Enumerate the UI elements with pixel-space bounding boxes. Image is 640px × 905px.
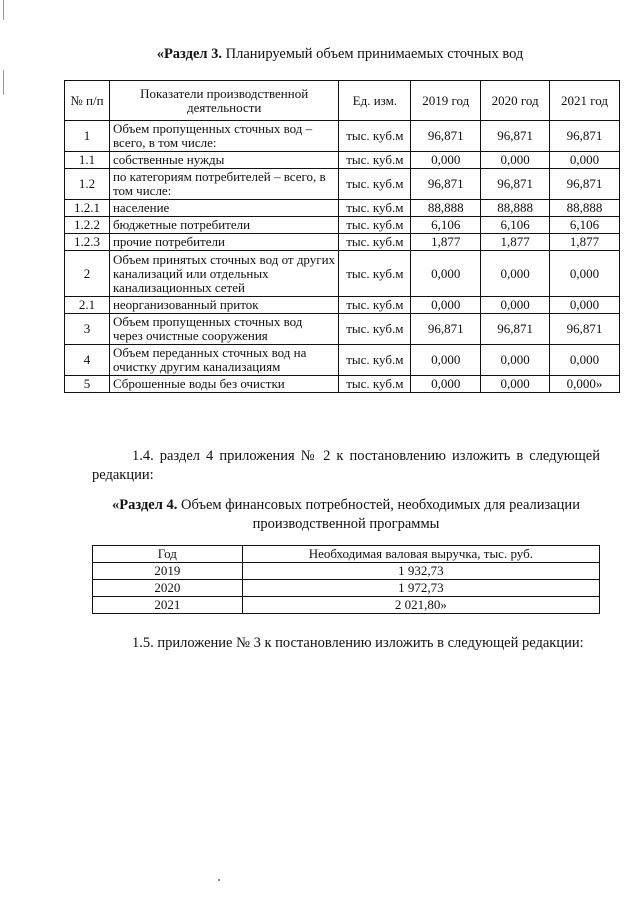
table-row: [65, 297, 620, 314]
table-row: [65, 251, 620, 297]
section4-title: [92, 496, 600, 534]
table-row: [93, 597, 600, 614]
paragraph-1-4: [92, 447, 600, 485]
table-row: [65, 169, 620, 200]
row-value-2019: 0,000: [411, 251, 481, 297]
row-number: 1.1: [65, 152, 110, 169]
row-indicator: собственные нужды: [109, 152, 338, 169]
section4-title-bold: «Раздел 4.: [112, 497, 178, 513]
section4-table: [92, 545, 600, 614]
row-value-2020: 96,871: [481, 121, 550, 152]
scan-speck: [218, 879, 220, 881]
table-row: [65, 200, 620, 217]
row-value-2019: 0,000: [411, 345, 481, 376]
row-value-2019: 96,871: [411, 314, 481, 345]
row-value-2021: 0,000: [550, 152, 620, 169]
row-indicator: бюджетные потребители: [109, 217, 338, 234]
header-revenue: Необходимая валовая выручка, тыс. руб.: [242, 546, 599, 563]
table-row: [65, 234, 620, 251]
paragraph-1-4-text: 1.4. раздел 4 приложения № 2 к постановлению изложить в следующей редакции:: [92, 448, 600, 483]
row-value-2021: 0,000: [550, 297, 620, 314]
row-number: 4: [65, 345, 110, 376]
row-revenue: 2 021,80»: [242, 597, 599, 614]
row-value-2019: 0,000: [411, 376, 481, 393]
row-year: 2021: [93, 597, 243, 614]
row-value-2020: 6,106: [481, 217, 550, 234]
section3-table: [64, 80, 620, 393]
table-row: [65, 121, 620, 152]
paragraph-1-5: [92, 634, 600, 653]
section4-header-row: [93, 546, 600, 563]
table-row: [65, 314, 620, 345]
row-unit: тыс. куб.м: [339, 251, 411, 297]
section3-title-rest: Планируемый объем принимаемых сточных вод: [222, 46, 524, 62]
row-year: 2019: [93, 563, 243, 580]
section3-title: [60, 46, 620, 63]
row-unit: тыс. куб.м: [339, 376, 411, 393]
row-number: 2: [65, 251, 110, 297]
row-number: 1.2.1: [65, 200, 110, 217]
row-indicator: прочие потребители: [109, 234, 338, 251]
row-indicator: Объем принятых сточных вод от других канализаций или отдельных канализационных сетей: [109, 251, 338, 297]
table-row: [65, 376, 620, 393]
header-2020: 2020 год: [481, 81, 550, 121]
row-value-2020: 0,000: [481, 251, 550, 297]
row-value-2020: 96,871: [481, 169, 550, 200]
table-row: [65, 217, 620, 234]
row-value-2019: 96,871: [411, 121, 481, 152]
header-number: № п/п: [65, 81, 110, 121]
section3-header-row: [65, 81, 620, 121]
row-unit: тыс. куб.м: [339, 217, 411, 234]
row-value-2021: 96,871: [550, 121, 620, 152]
row-revenue: 1 972,73: [242, 580, 599, 597]
row-value-2021: 1,877: [550, 234, 620, 251]
row-indicator: Объем пропущенных сточных вод через очистные сооружения: [109, 314, 338, 345]
row-value-2019: 1,877: [411, 234, 481, 251]
header-indicator: Показатели производственной деятельности: [109, 81, 338, 121]
row-value-2021: 96,871: [550, 314, 620, 345]
row-value-2020: 96,871: [481, 314, 550, 345]
table-row: [65, 152, 620, 169]
row-number: 3: [65, 314, 110, 345]
row-indicator: по категориям потребителей – всего, в том числе:: [109, 169, 338, 200]
row-unit: тыс. куб.м: [339, 169, 411, 200]
row-unit: тыс. куб.м: [339, 152, 411, 169]
section3-title-bold: «Раздел 3.: [156, 46, 223, 62]
row-unit: тыс. куб.м: [339, 314, 411, 345]
row-unit: тыс. куб.м: [339, 234, 411, 251]
header-year: Год: [93, 546, 243, 563]
row-value-2020: 88,888: [481, 200, 550, 217]
row-year: 2020: [93, 580, 243, 597]
row-value-2019: 88,888: [411, 200, 481, 217]
row-number: 2.1: [65, 297, 110, 314]
header-2019: 2019 год: [411, 81, 481, 121]
row-revenue: 1 932,73: [242, 563, 599, 580]
row-indicator: Объем переданных сточных вод на очистку другим канализациям: [109, 345, 338, 376]
row-unit: тыс. куб.м: [339, 121, 411, 152]
header-2021: 2021 год: [550, 81, 620, 121]
paragraph-1-5-text: 1.5. приложение № 3 к постановлению изложить в следующей редакции:: [132, 635, 584, 651]
row-value-2021: 6,106: [550, 217, 620, 234]
row-indicator: население: [109, 200, 338, 217]
row-value-2019: 0,000: [411, 152, 481, 169]
row-value-2020: 0,000: [481, 345, 550, 376]
row-value-2020: 0,000: [481, 152, 550, 169]
section4-title-rest: Объем финансовых потребностей, необходимых для реализации производственной программы: [177, 497, 580, 532]
table-row: [93, 563, 600, 580]
row-value-2021: 0,000: [550, 251, 620, 297]
row-number: 1.2: [65, 169, 110, 200]
row-value-2019: 96,871: [411, 169, 481, 200]
row-unit: тыс. куб.м: [339, 345, 411, 376]
row-value-2020: 0,000: [481, 297, 550, 314]
row-value-2019: 6,106: [411, 217, 481, 234]
row-value-2021: 96,871: [550, 169, 620, 200]
header-unit: Ед. изм.: [339, 81, 411, 121]
row-indicator: Объем пропущенных сточных вод – всего, в том числе:: [109, 121, 338, 152]
table-row: [93, 580, 600, 597]
row-value-2020: 1,877: [481, 234, 550, 251]
row-indicator: неорганизованный приток: [109, 297, 338, 314]
row-value-2021: 88,888: [550, 200, 620, 217]
row-value-2021: 0,000: [550, 345, 620, 376]
row-number: 5: [65, 376, 110, 393]
row-number: 1: [65, 121, 110, 152]
table-row: [65, 345, 620, 376]
row-number: 1.2.2: [65, 217, 110, 234]
row-value-2020: 0,000: [481, 376, 550, 393]
row-value-2019: 0,000: [411, 297, 481, 314]
row-indicator: Сброшенные воды без очистки: [109, 376, 338, 393]
row-unit: тыс. куб.м: [339, 200, 411, 217]
row-number: 1.2.3: [65, 234, 110, 251]
scan-edge-mark: [3, 70, 4, 95]
scan-edge-mark: [3, 0, 4, 20]
row-value-2021: 0,000»: [550, 376, 620, 393]
row-unit: тыс. куб.м: [339, 297, 411, 314]
